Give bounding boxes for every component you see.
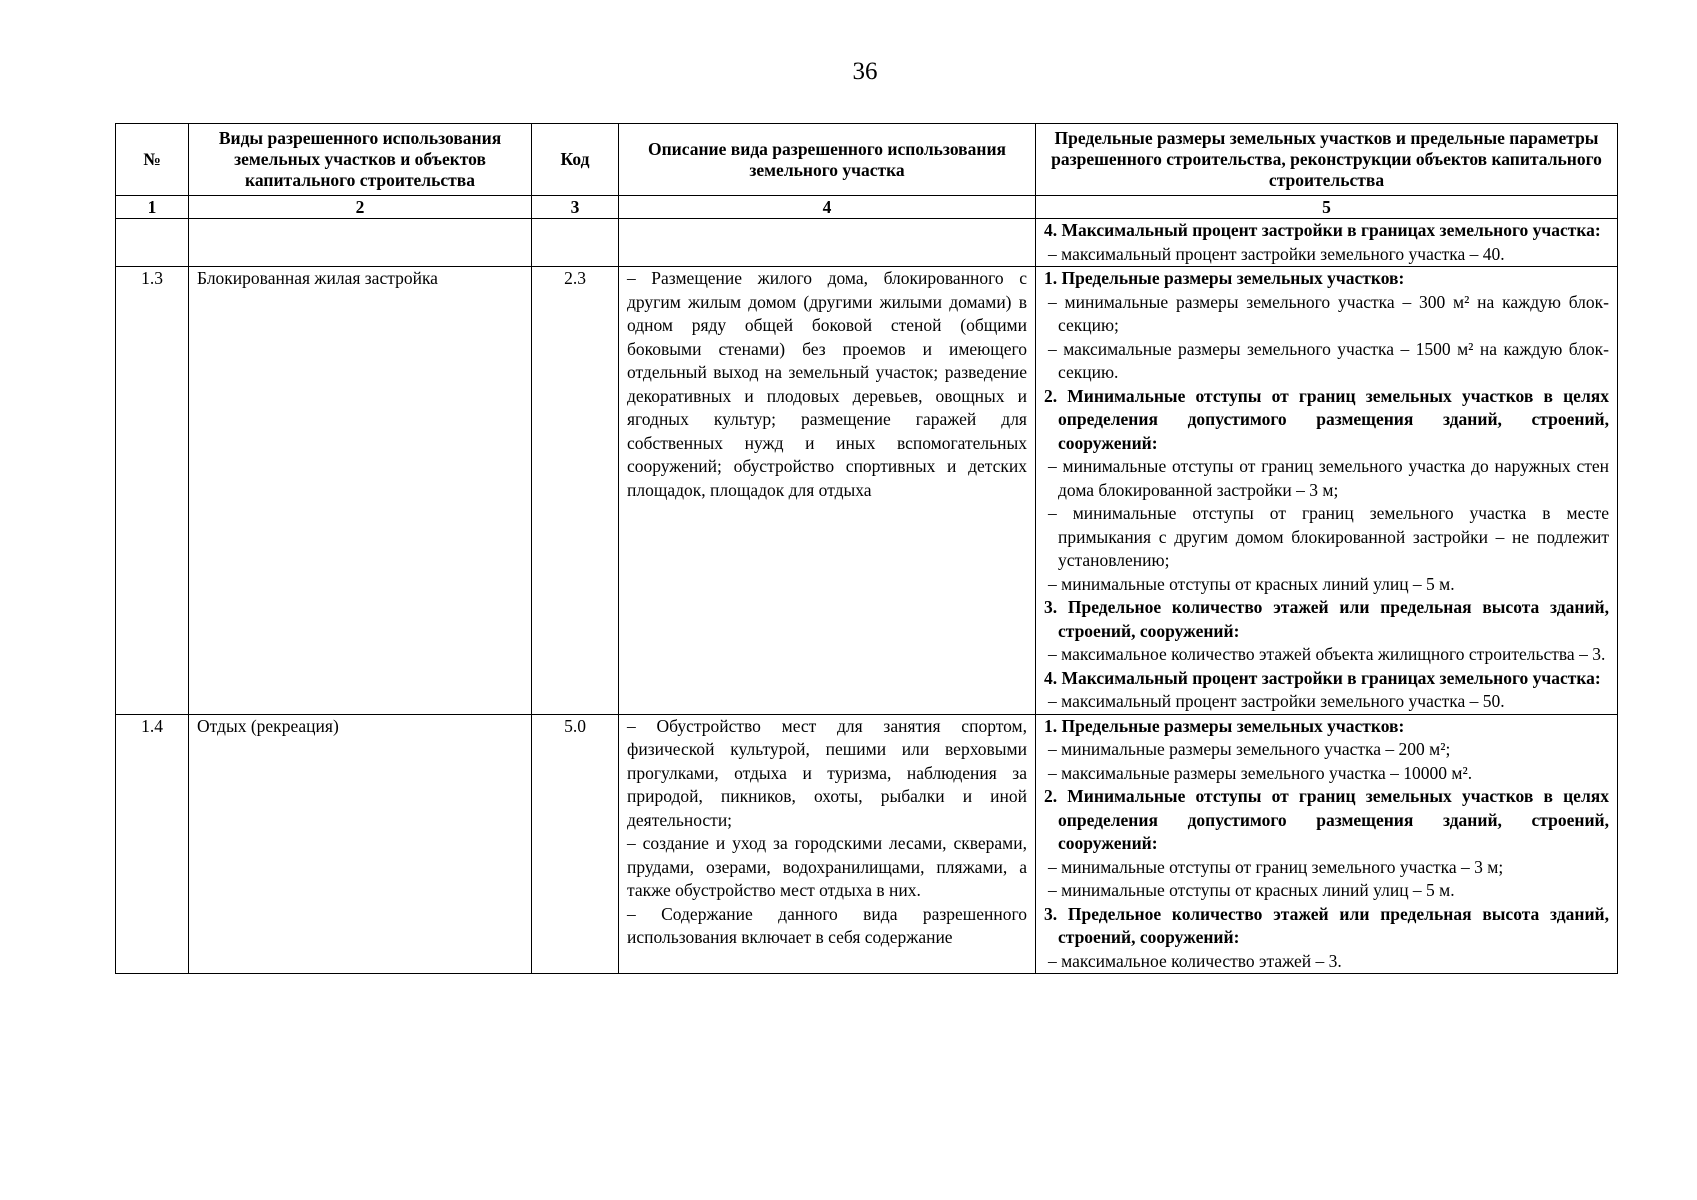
- param-item: – минимальные отступы от границ земельного участка до наружных стен дома блокированной застройки – 3 м;: [1048, 456, 1609, 500]
- params-cell: [1036, 714, 1618, 974]
- param-item: – минимальные размеры земельного участка – 300 м² на каждую блок-секцию;: [1048, 291, 1609, 335]
- param-item: – максимальное количество этажей – 3.: [1048, 950, 1342, 971]
- use-type: Отдых (рекреация): [189, 714, 532, 974]
- column-number-row: [116, 196, 1618, 219]
- param-heading: 4. Максимальный процент застройки в границах земельного участка:: [1044, 667, 1601, 688]
- use-description: [619, 714, 1036, 974]
- use-code: 5.0: [532, 714, 619, 974]
- param-item: – максимальное количество этажей объекта жилищного строительства – 3.: [1048, 644, 1606, 664]
- use-description: – Размещение жилого дома, блокированного с другим жилым домом (другими жилыми домами) в одном ряду общей боковой стеной (общими боковыми стенами) без проемов и имеющего отдельный выход на земельный участок; разведение декоративных и плодовых деревьев, овощных и ягодных культур; размещение гаражей для собственных нужд и иных вспомогательных сооружений; обустройство спортивных и детских площадок, площадок для отдыха: [619, 267, 1036, 715]
- header-description: Описание вида разрешенного использования земельного участка: [619, 124, 1036, 196]
- param-item: – минимальные отступы от границ земельного участка – 3 м;: [1048, 856, 1504, 877]
- param-item: – максимальные размеры земельного участка – 10000 м².: [1048, 762, 1473, 783]
- table-row-continued: [116, 219, 1618, 267]
- param-heading: 2. Минимальные отступы от границ земельных участков в целях определения допустимого размещения зданий, строений, сооружений:: [1044, 385, 1609, 453]
- param-heading: 3. Предельное количество этажей или предельная высота зданий, строений, сооружений:: [1044, 903, 1609, 947]
- param-item: – максимальные размеры земельного участка – 1500 м² на каждую блок-секцию.: [1048, 338, 1609, 382]
- column-number: 3: [532, 196, 619, 219]
- param-heading: 3. Предельное количество этажей или предельная высота зданий, строений, сооружений:: [1044, 597, 1609, 641]
- description-paragraph: – создание и уход за городскими лесами, скверами, прудами, озерами, водохранилищами, пляжами, а также обустройство мест отдыха в них.: [627, 833, 1027, 900]
- header-types: Виды разрешенного использования земельных участков и объектов капитального строительства: [189, 124, 532, 196]
- header-code: Код: [532, 124, 619, 196]
- use-type: Блокированная жилая застройка: [189, 267, 532, 715]
- param-heading: 1. Предельные размеры земельных участков:: [1044, 715, 1405, 736]
- table-row: [116, 267, 1618, 715]
- params-cell: [1036, 267, 1618, 715]
- table-header-row: [116, 124, 1618, 196]
- param-heading: 2. Минимальные отступы от границ земельных участков в целях определения допустимого размещения зданий, строений, сооружений:: [1044, 786, 1609, 853]
- use-code: 2.3: [532, 267, 619, 715]
- description-paragraph: – Содержание данного вида разрешенного использования включает в себя содержание: [627, 903, 1027, 947]
- table-row: [116, 714, 1618, 974]
- param-heading: 4. Максимальный процент застройки в границах земельного участка:: [1044, 220, 1601, 240]
- column-number: 4: [619, 196, 1036, 219]
- row-number: 1.3: [116, 267, 189, 715]
- params-cell: [1036, 219, 1618, 267]
- zoning-table: [115, 123, 1618, 974]
- column-number: 2: [189, 196, 532, 219]
- description-paragraph: – Обустройство мест для занятия спортом, физической культурой, пешими или верховыми прогулками, отдыха и туризма, наблюдения за природой, пикников, охоты, рыбалки и иной деятельности;: [627, 715, 1027, 830]
- row-number: 1.4: [116, 714, 189, 974]
- param-heading: 1. Предельные размеры земельных участков:: [1044, 268, 1405, 288]
- param-item: – минимальные отступы от границ земельного участка в месте примыкания с другим домом блокированной застройки – не подлежит установлению;: [1048, 503, 1609, 570]
- param-item: – максимальный процент застройки земельного участка – 50.: [1048, 691, 1505, 711]
- header-no: №: [116, 124, 189, 196]
- header-parameters: Предельные размеры земельных участков и предельные параметры разрешенного строительства, реконструкции объектов капитального строительства: [1036, 124, 1618, 196]
- param-item: – максимальный процент застройки земельного участка – 40.: [1048, 243, 1505, 264]
- column-number: 1: [116, 196, 189, 219]
- column-number: 5: [1036, 196, 1618, 219]
- param-item: – минимальные размеры земельного участка – 200 м²;: [1048, 739, 1451, 759]
- page-number: 36: [852, 58, 878, 85]
- param-item: – минимальные отступы от красных линий улиц – 5 м.: [1048, 880, 1455, 900]
- param-item: – минимальные отступы от красных линий улиц – 5 м.: [1048, 573, 1455, 594]
